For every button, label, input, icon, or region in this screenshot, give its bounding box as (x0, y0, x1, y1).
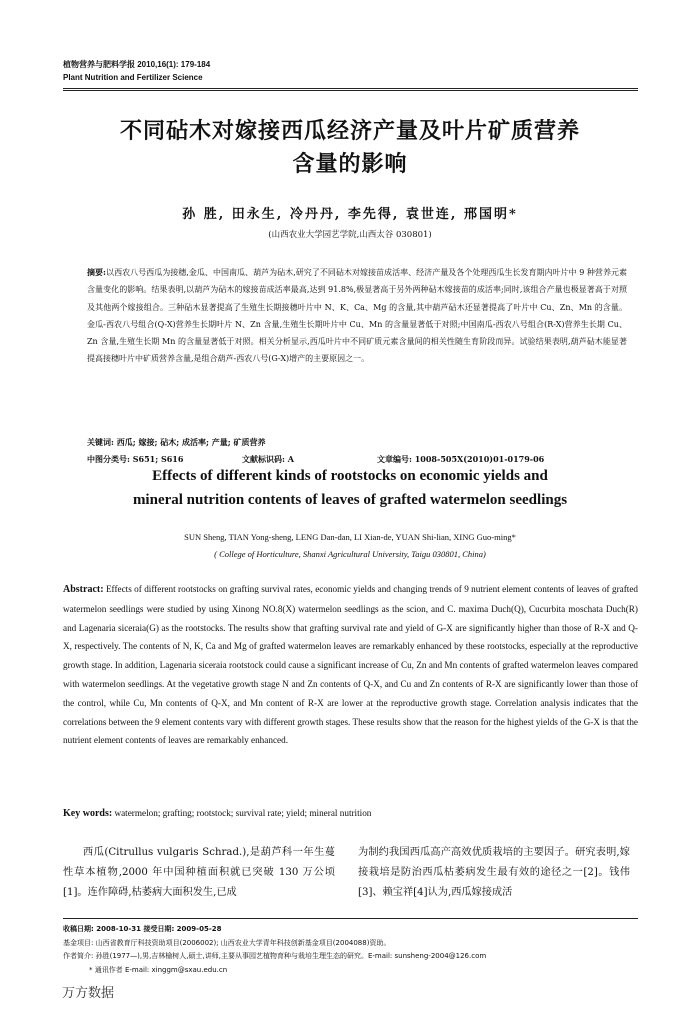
watermark: 万方数据 (62, 986, 115, 1001)
keywords-cn-text: 西瓜; 嫁接; 砧木; 成活率; 产量; 矿质营养 (116, 437, 266, 447)
title-cn-line2: 含量的影响 (292, 151, 408, 177)
abstract-en-text: Effects of different rootstocks on grafting survival rates, economic yields and changing trends of 9 nutrient element contents of leaves of grafted watermelon seedlings were studied by using Xinong NO.8(X) watermelon seedlings as the scion, and C. maxima Duch(Q), Cucurbita moschata Duch(R) and Lagenaria siceraia(G) as the rootstocks. The results show that grafting survival rate and yield of G-X are significantly higher than those of R-X and Q-X, respectively. The contents of N, K, Ca and Mg of grafted watermelon leaves are remarkably enhanced by these rootstocks, especially at the reproductive growth stage. In addition, Lagenaria siceraia rootstock could cause a significant increase of Cu, Zn and Mn contents of grafted watermelon leaves compared with watermelon seedlings. At the vegetative growth stage N and Zn contents of Q-X, and Cu and Zn contents of R-X are significantly lower than those of the control, while Cu, Mn contents of Q-X, and Mn content of R-X are lower at the reproductive growth stage. Correlation analysis indicates that the correlations between the 9 element contents vary with different growth stages. These results show that the reason for the highest yields of the G-X is that the nutrient element contents of leaves are remarkably enhanced. (63, 584, 639, 746)
footnote-dates: 收稿日期: 2008-10-31 接受日期: 2009-05-28 (63, 925, 222, 933)
affiliation-en: ( College of Horticulture, Shanxi Agricultural University, Taigu 030801, China) (214, 549, 486, 559)
body-column-left: 西瓜(Citrullus vulgaris Schrad.),是葫芦科一年生蔓性草本植物,2000 年中国种植面积就已突破 130 万公顷[1]。连作障碍,枯萎病大面积发生,已成 (63, 847, 335, 898)
document-code: 文献标识码: A (242, 454, 294, 464)
body-column-right: 为制约我国西瓜高产高效优质栽培的主要因子。研究表明,嫁接栽培是防治西瓜枯萎病发生最有效的途径之一[2]。钱伟[3]、赖宝祥[4]认为,西瓜嫁接成活 (358, 847, 630, 898)
authors-cn: 孙 胜, 田永生, 冷丹丹, 李先得, 袁世连, 邢国明* (182, 207, 518, 222)
title-en-line1: Effects of different kinds of rootstocks on economic yields and (152, 468, 548, 484)
abstract-cn-text: 以西农八号西瓜为接穗,金瓜、中国南瓜、葫芦为砧木,研究了不同砧木对嫁接苗成活率、经济产量及各个处理西瓜生长发育期内叶片中 9 种营养元素含量变化的影响。结果表明,以葫芦为砧木的嫁接苗成活率最高,达到 91.8%,极显著高于另外两种砧木嫁接苗的成活率;同时,该组合产量也极显著高于对照及其他两个嫁接组合。三种砧木显著提高了生殖生长期接穗叶片中 N、K、Ca、Mg 的含量,其中葫芦砧木还显著提高了叶片中 Cu、Zn、Mn 的含量。金瓜-西农八号组合(Q-X)营养生长期叶片 N、Zn 含量,生殖生长期叶片中 Cu、Mn 的含量显著低于对照;中国南瓜-西农八号组合(R-X)营养生长期 Cu、Zn 含量,生殖生长期 Mn 的含量显著低于对照。相关分析显示,西瓜叶片中不同矿质元素含量间的相关性随生育阶段而异。试验结果表明,葫芦砧木能显著提高接穗叶片中矿质营养含量,是组合葫芦-西农八号(G-X)增产的主要原因之一。 (87, 268, 628, 364)
abstract-en-label: Abstract: (63, 584, 104, 595)
keywords-cn-label: 关键词: (87, 437, 114, 447)
keywords-cn (87, 437, 627, 448)
journal-name-en: Plant Nutrition and Fertilizer Science (63, 73, 203, 82)
journal-name-cn: 植物营养与肥料学报 2010,16(1): 179-184 (63, 60, 211, 69)
title-en (60, 464, 640, 512)
footnote-rule (63, 918, 638, 919)
article-number: 文章编号: 1008-505X(2010)01-0179-06 (377, 454, 545, 464)
footnote-funding: 基金项目: 山西省教育厅科技资助项目(2006002); 山西农业大学青年科技创新基金项目(2004088)资助。 (63, 938, 391, 947)
keywords-en-text: watermelon; grafting; rootstock; survival rate; yield; mineral nutrition (114, 808, 372, 818)
abstract-en (63, 580, 638, 750)
footnote-author-bio: 作者简介: 孙胜(1977—),男,吉林榆树人,硕士,讲师,主要从事园艺植物育种与栽培生理生态的研究。E-mail: sunsheng-2004@126.com (63, 952, 487, 960)
abstract-cn (87, 264, 627, 368)
affiliation-cn: (山西农业大学园艺学院,山西太谷 030801) (268, 230, 432, 240)
title-cn (60, 115, 640, 181)
header-rule-thin (63, 90, 638, 91)
title-cn-line1: 不同砧木对嫁接西瓜经济产量及叶片矿质营养 (119, 118, 580, 144)
clc-number: 中图分类号: S651; S616 (87, 454, 184, 464)
footnotes (63, 923, 638, 977)
abstract-cn-label: 摘要: (87, 267, 107, 277)
keywords-en (63, 808, 638, 819)
title-en-line2: mineral nutrition contents of leaves of grafted watermelon seedlings (132, 492, 568, 508)
keywords-en-label: Key words: (63, 808, 113, 819)
footnote-corresponding: * 通讯作者 E-mail: xinggm@sxau.edu.cn (89, 965, 228, 974)
journal-header (63, 58, 210, 84)
authors-en: SUN Sheng, TIAN Yong-sheng, LENG Dan-dan, LI Xian-de, YUAN Shi-lian, XING Guo-ming* (184, 532, 516, 542)
header-rule (63, 88, 638, 89)
